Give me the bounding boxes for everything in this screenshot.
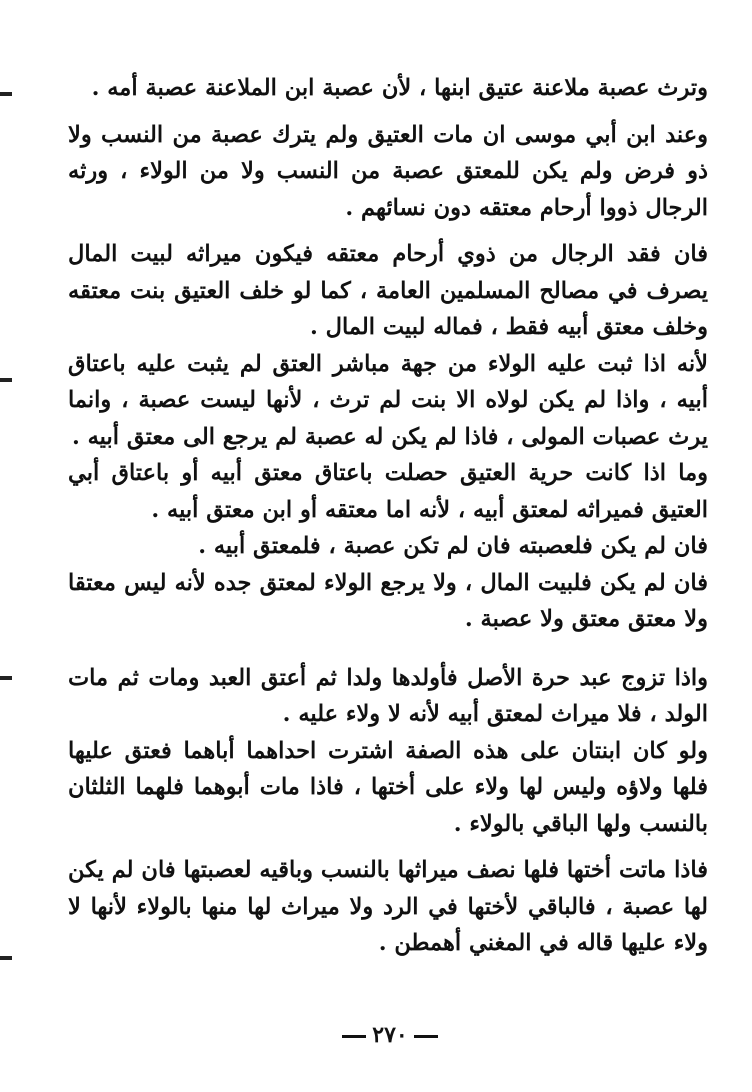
page-number-dash [414, 1035, 438, 1038]
left-margin-mark [0, 956, 12, 960]
paragraph: وعند ابن أبي موسى ان مات العتيق ولم يترك عصبة من النسب ولا ذو فرض ولم يكن للمعتق عصبة من النسب ولا من الولاء ، ورثه الرجال ذووا أرحام معتقه دون نسائهم . [68, 121, 708, 221]
paragraph: لأنه اذا ثبت عليه الولاء من جهة مباشر العتق لم يثبت عليه باعتاق أبيه ، واذا لم يكن لولاه الا بنت لم ترث ، لأنها ليست عصبة ، وانما يرث عصبات المولى ، فاذا لم يكن له عصبة لم يرجع الى معتق أبيه . [68, 350, 708, 450]
body-text [68, 70, 708, 962]
paragraph: فان لم يكن فلبيت المال ، ولا يرجع الولاء لمعتق جده لأنه ليس معتقا ولا معتق معتق ولا عصبة . [68, 569, 708, 632]
paragraph: وترث عصبة ملاعنة عتيق ابنها ، لأن عصبة ابن الملاعنة عصبة أمه . [91, 75, 708, 101]
paragraph: واذا تزوج عبد حرة الأصل فأولدها ولدا ثم أعتق العبد ومات ثم مات الولد ، فلا ميراث لمعتق أبيه لأنه لا ولاء عليه . [68, 664, 708, 727]
page-number-dash [342, 1035, 366, 1038]
paragraph: فان لم يكن فلعصبته فان لم تكن عصبة ، فلمعتق أبيه . [198, 533, 708, 559]
left-margin-mark [0, 378, 12, 382]
left-margin-mark [0, 92, 12, 96]
paragraph: فاذا ماتت أختها فلها نصف ميراثها بالنسب وباقيه لعصبتها فان لم يكن لها عصبة ، فالباقي لأختها في الرد ولا ميراث لها منها بالولاء لأنها لا ولاء عليها قاله في المغني أهمطن . [68, 857, 708, 956]
paragraph: وما اذا كانت حرية العتيق حصلت باعتاق معتق أبيه أو باعتاق أبي العتيق فميراثه لمعتق أبيه ، لأنه اما معتقه أو ابن معتق أبيه . [68, 460, 708, 523]
page-number-value: ٢٧٠ [372, 1022, 408, 1048]
page-number [330, 1022, 450, 1048]
left-margin-mark [0, 676, 12, 680]
paragraph: ولو كان ابنتان على هذه الصفة اشترت احداهما أباهما فعتق عليها فلها ولاؤه وليس لها ولاء على أختها ، فاذا مات أبوهما فلهما الثلثان بالنسب ولها الباقي بالولاء . [68, 737, 708, 837]
paragraph: فان فقد الرجال من ذوي أرحام معتقه فيكون ميراثه لبيت المال يصرف في مصالح المسلمين العامة ، كما لو خلف العتيق بنت معتقه وخلف معتق أبيه فقط ، فماله لبيت المال . [68, 241, 708, 340]
